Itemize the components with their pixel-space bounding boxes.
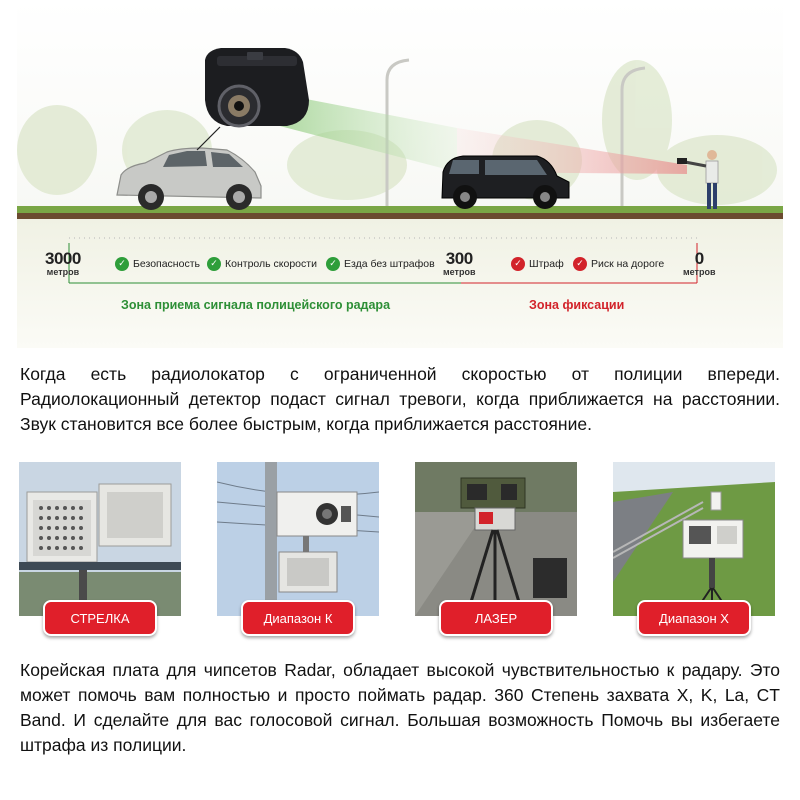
description-paragraph-2: Корейская плата для чипсетов Radar, обладает высокой чувствительностью к радару. Это может помочь вам полностью и просто поймать радар. 360 Степень захвата X, K, La, CT Band. И сделайте для вас голосовой сигнал. Большая возможность Помочь вы избегаете штрафа из полиции. <box>20 660 780 755</box>
x-band-roadside-photo <box>613 462 775 616</box>
checkmark-icon: ✓ <box>511 257 525 271</box>
card-x-band <box>613 462 775 642</box>
check-no-fines: ✓ Езда без штрафов <box>326 257 435 271</box>
checkmark-icon: ✓ <box>207 257 221 271</box>
distance-3000-label: 3000 метров <box>45 249 81 277</box>
card-strelka <box>19 462 181 642</box>
k-band-camera-photo <box>217 462 379 616</box>
zone-fix-label: Зона фиксации <box>529 298 625 312</box>
checkmark-icon: ✓ <box>573 257 587 271</box>
x-band-label-badge: Диапазон Х <box>637 600 751 636</box>
radar-zone-illustration <box>17 0 783 348</box>
check-road-risk: ✓ Риск на дороге <box>573 257 664 271</box>
laser-tripod-photo <box>415 462 577 616</box>
strelka-camera-photo <box>19 462 181 616</box>
check-speed-control: ✓ Контроль скорости <box>207 257 317 271</box>
strelka-label-badge: СТРЕЛКА <box>43 600 157 636</box>
road-scene-graphic <box>17 0 783 348</box>
k-band-label-badge: Диапазон К <box>241 600 355 636</box>
distance-300-label: 300 метров <box>443 249 476 277</box>
checkmark-icon: ✓ <box>326 257 340 271</box>
laser-label-badge: ЛАЗЕР <box>439 600 553 636</box>
checkmark-icon: ✓ <box>115 257 129 271</box>
card-laser <box>415 462 577 642</box>
check-fine: ✓ Штраф <box>511 257 564 271</box>
zone-receive-label: Зона приема сигнала полицейского радара <box>121 298 391 312</box>
distance-0-label: 0 метров <box>683 249 716 277</box>
check-safety: ✓ Безопасность <box>115 257 200 271</box>
card-k-band <box>217 462 379 642</box>
description-paragraph-1: Когда есть радиолокатор с ограниченной скоростью от полиции впереди. Радиолокационный детектор подаст сигнал тревоги, когда приближается на расстоянии. Звук становится все более быстрым, когда приближается расстояние. <box>20 364 780 434</box>
